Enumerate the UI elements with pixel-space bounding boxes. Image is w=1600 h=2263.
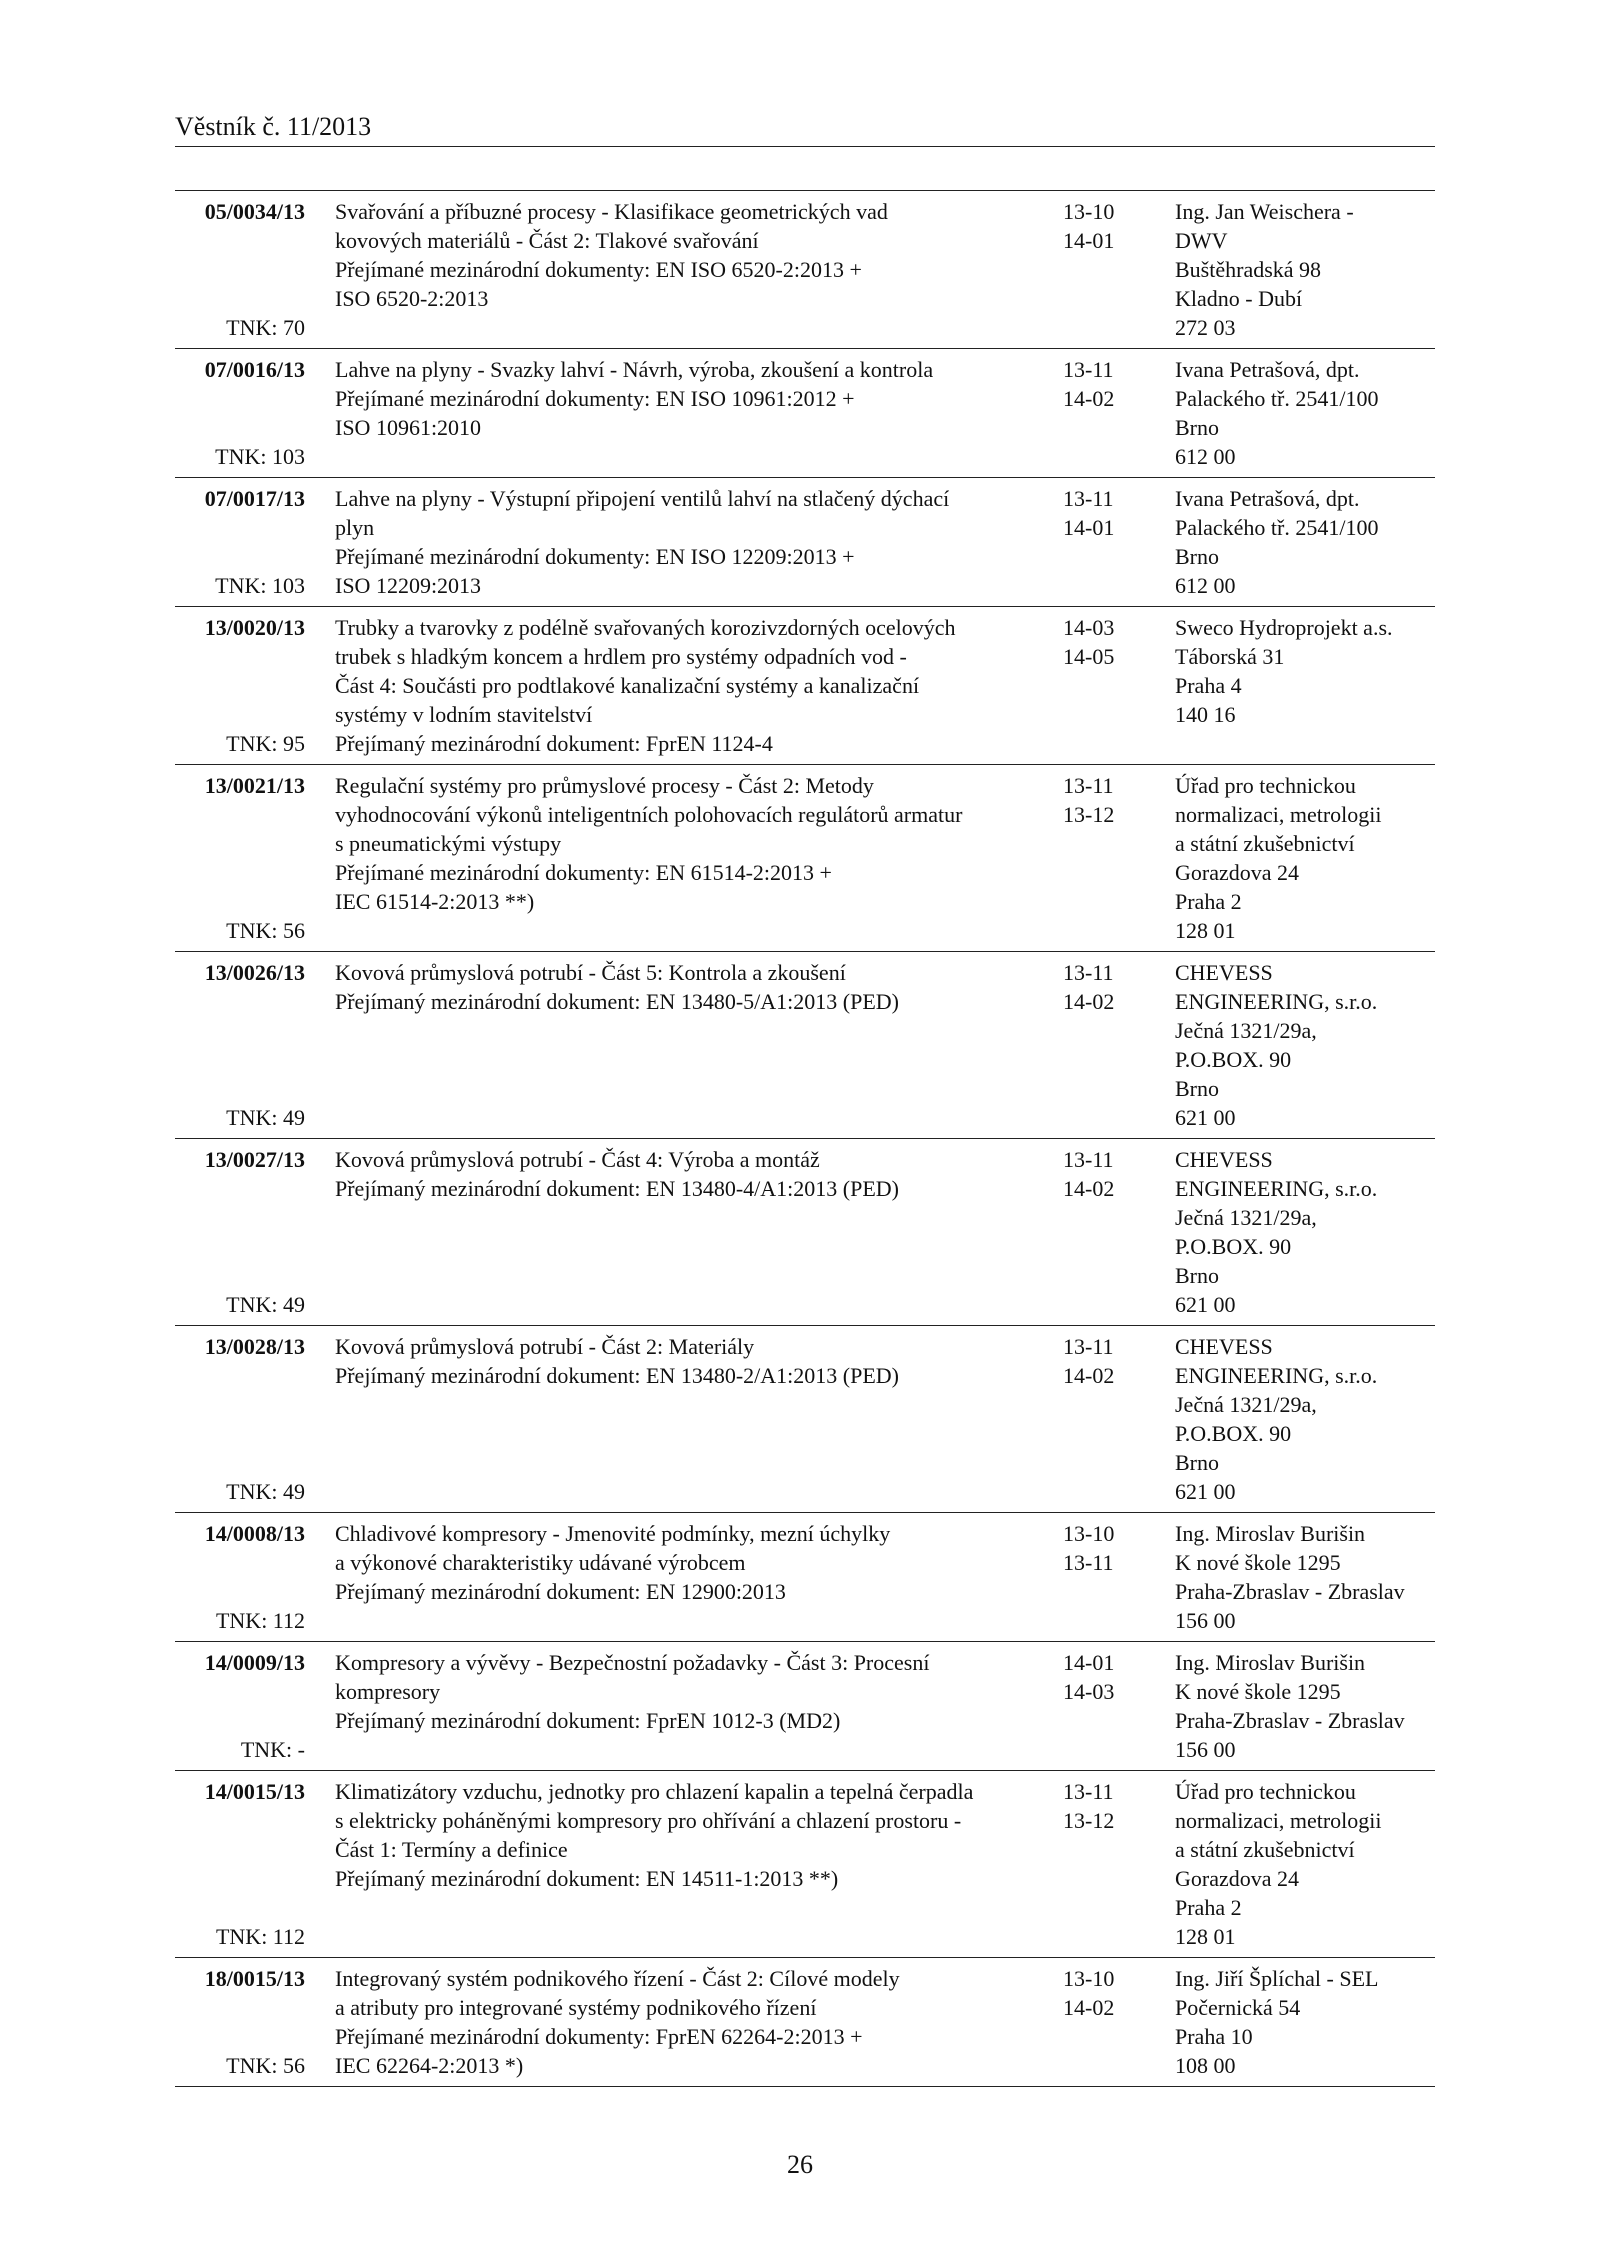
code-value: 14-01 <box>1063 515 1115 540</box>
address-line: Buštěhradská 98 <box>1175 257 1322 282</box>
table-row <box>175 1513 1435 1642</box>
address-line: P.O.BOX. 90 <box>1175 1421 1292 1446</box>
code-value: 14-03 <box>1063 1679 1115 1704</box>
title-line: IEC 62264-2:2013 *) <box>335 2053 524 2078</box>
codes-cell <box>1063 1777 1143 1835</box>
address-line: CHEVESS <box>1175 960 1273 985</box>
title-line: Chladivové kompresory - Jmenovité podmínky, mezní úchylky <box>335 1521 891 1546</box>
title-line: ISO 12209:2013 <box>335 573 482 598</box>
codes-cell <box>1063 1145 1143 1203</box>
code-value: 14-02 <box>1063 1995 1115 2020</box>
codes-cell <box>1063 958 1143 1016</box>
codes-cell <box>1063 355 1143 413</box>
address-line: Praha 10 <box>1175 2024 1253 2049</box>
title-line: Přejímaný mezinárodní dokument: FprEN 1012-3 (MD2) <box>335 1708 841 1733</box>
address-line: ENGINEERING, s.r.o. <box>1175 1176 1378 1201</box>
title-line: a výkonové charakteristiky udávané výrobcem <box>335 1550 746 1575</box>
row-id-cell <box>175 1648 305 1764</box>
title-cell <box>335 478 1055 606</box>
codes-cell <box>1063 1964 1143 2022</box>
address-cell <box>1175 197 1435 342</box>
page-number: 26 <box>787 2150 813 2179</box>
address-line: Brno <box>1175 1263 1219 1288</box>
title-line: IEC 61514-2:2013 **) <box>335 889 535 914</box>
address-line: K nové škole 1295 <box>1175 1679 1341 1704</box>
address-line: Ječná 1321/29a, <box>1175 1205 1317 1230</box>
row-id-cell <box>175 197 305 342</box>
row-id-cell <box>175 613 305 758</box>
table-row <box>175 607 1435 765</box>
address-line: Ing. Miroslav Burišin <box>1175 1650 1366 1675</box>
address-line: Ing. Miroslav Burišin <box>1175 1521 1366 1546</box>
address-cell <box>1175 1777 1435 1951</box>
standard-number: 05/0034/13 <box>204 199 305 224</box>
address-line: DWV <box>1175 228 1228 253</box>
tnk-number: TNK: 70 <box>226 315 305 340</box>
tnk-number: TNK: 49 <box>226 1292 305 1317</box>
address-line: 612 00 <box>1175 573 1236 598</box>
code-value: 13-10 <box>1063 1966 1115 1991</box>
address-cell <box>1175 355 1435 471</box>
table-row <box>175 1958 1435 2087</box>
standard-number: 07/0017/13 <box>204 486 305 511</box>
row-id-cell <box>175 1964 305 2080</box>
tnk-number: TNK: 95 <box>226 731 305 756</box>
tnk-number: TNK: 56 <box>226 2053 305 2078</box>
code-value: 13-11 <box>1063 486 1114 511</box>
code-value: 14-05 <box>1063 644 1115 669</box>
address-line: Táborská 31 <box>1175 644 1285 669</box>
code-value: 14-02 <box>1063 989 1115 1014</box>
title-line: ISO 6520-2:2013 <box>335 286 489 311</box>
tnk-number: TNK: 49 <box>226 1479 305 1504</box>
address-line: Brno <box>1175 1076 1219 1101</box>
standard-number: 13/0020/13 <box>204 615 305 640</box>
address-line: 621 00 <box>1175 1479 1236 1504</box>
title-line: Přejímaný mezinárodní dokument: EN 12900:2013 <box>335 1579 786 1604</box>
address-line: Počernická 54 <box>1175 1995 1301 2020</box>
address-line: a státní zkušebnictví <box>1175 1837 1355 1862</box>
address-cell <box>1175 484 1435 600</box>
title-line: s elektricky poháněnými kompresory pro ohřívání a chlazení prostoru - <box>335 1808 962 1833</box>
title-line: a atributy pro integrované systémy podnikového řízení <box>335 1995 817 2020</box>
title-line: Kovová průmyslová potrubí - Část 2: Materiály <box>335 1334 755 1359</box>
row-id-cell <box>175 1519 305 1635</box>
title-line: Přejímaný mezinárodní dokument: EN 13480-2/A1:2013 (PED) <box>335 1363 899 1388</box>
table-row <box>175 1642 1435 1771</box>
row-id-cell <box>175 1332 305 1506</box>
row-id-cell <box>175 1145 305 1319</box>
title-line: Část 1: Termíny a definice <box>335 1837 568 1862</box>
row-id-cell <box>175 1777 305 1951</box>
title-cell <box>335 1513 1055 1612</box>
standard-number: 14/0008/13 <box>204 1521 305 1546</box>
code-value: 13-11 <box>1063 1779 1114 1804</box>
address-line: 108 00 <box>1175 2053 1236 2078</box>
address-line: P.O.BOX. 90 <box>1175 1234 1292 1259</box>
standard-number: 07/0016/13 <box>204 357 305 382</box>
address-line: Ing. Jan Weischera - <box>1175 199 1354 224</box>
address-line: Praha 2 <box>1175 889 1242 914</box>
standard-number: 13/0027/13 <box>204 1147 305 1172</box>
address-line: Praha 4 <box>1175 673 1242 698</box>
address-line: Gorazdova 24 <box>1175 860 1300 885</box>
address-cell <box>1175 1519 1435 1635</box>
code-value: 14-02 <box>1063 1363 1115 1388</box>
row-id-cell <box>175 355 305 471</box>
title-cell <box>335 1771 1055 1899</box>
standards-table <box>175 190 1435 2087</box>
address-line: 272 03 <box>1175 315 1236 340</box>
address-line: ENGINEERING, s.r.o. <box>1175 1363 1378 1388</box>
title-line: systémy v lodním stavitelství <box>335 702 593 727</box>
title-line: Přejímaný mezinárodní dokument: FprEN 1124-4 <box>335 731 773 756</box>
tnk-number: TNK: 56 <box>226 918 305 943</box>
code-value: 13-11 <box>1063 1334 1114 1359</box>
standard-number: 13/0021/13 <box>204 773 305 798</box>
title-line: s pneumatickými výstupy <box>335 831 562 856</box>
address-line: Gorazdova 24 <box>1175 1866 1300 1891</box>
address-line: Ivana Petrašová, dpt. <box>1175 357 1360 382</box>
address-line: Brno <box>1175 415 1219 440</box>
code-value: 13-12 <box>1063 1808 1115 1833</box>
code-value: 14-02 <box>1063 1176 1115 1201</box>
standard-number: 18/0015/13 <box>204 1966 305 1991</box>
code-value: 13-11 <box>1063 1147 1114 1172</box>
table-row <box>175 191 1435 349</box>
title-line: Přejímaný mezinárodní dokument: EN 14511-1:2013 **) <box>335 1866 839 1891</box>
address-line: Palackého tř. 2541/100 <box>1175 515 1379 540</box>
title-line: kovových materiálů - Část 2: Tlakové svařování <box>335 228 759 253</box>
address-cell <box>1175 1648 1435 1764</box>
address-line: 128 01 <box>1175 1924 1236 1949</box>
address-line: Kladno - Dubí <box>1175 286 1303 311</box>
title-line: Kompresory a vývěvy - Bezpečnostní požadavky - Část 3: Procesní <box>335 1650 930 1675</box>
row-id-cell <box>175 484 305 600</box>
title-line: Klimatizátory vzduchu, jednotky pro chlazení kapalin a tepelná čerpadla <box>335 1779 974 1804</box>
address-cell <box>1175 1332 1435 1506</box>
address-line: 612 00 <box>1175 444 1236 469</box>
standard-number: 13/0028/13 <box>204 1334 305 1359</box>
title-line: Přejímaný mezinárodní dokument: EN 13480-4/A1:2013 (PED) <box>335 1176 899 1201</box>
title-cell <box>335 1958 1055 2086</box>
code-value: 13-11 <box>1063 960 1114 985</box>
title-line: Přejímané mezinárodní dokumenty: FprEN 62264-2:2013 + <box>335 2024 863 2049</box>
table-row <box>175 1326 1435 1513</box>
codes-cell <box>1063 613 1143 671</box>
code-value: 14-01 <box>1063 1650 1115 1675</box>
title-line: Přejímaný mezinárodní dokument: EN 13480-5/A1:2013 (PED) <box>335 989 899 1014</box>
row-id-cell <box>175 771 305 945</box>
table-row <box>175 952 1435 1139</box>
address-line: 156 00 <box>1175 1608 1236 1633</box>
title-line: Přejímané mezinárodní dokumenty: EN ISO 12209:2013 + <box>335 544 855 569</box>
title-cell <box>335 607 1055 764</box>
address-line: 156 00 <box>1175 1737 1236 1762</box>
address-line: a státní zkušebnictví <box>1175 831 1355 856</box>
address-line: normalizaci, metrologii <box>1175 1808 1382 1833</box>
title-line: vyhodnocování výkonů inteligentních polohovacích regulátorů armatur <box>335 802 963 827</box>
code-value: 14-01 <box>1063 228 1115 253</box>
table-row <box>175 478 1435 607</box>
code-value: 14-02 <box>1063 386 1115 411</box>
code-value: 13-11 <box>1063 773 1114 798</box>
codes-cell <box>1063 1332 1143 1390</box>
address-cell <box>1175 771 1435 945</box>
standard-number: 14/0009/13 <box>204 1650 305 1675</box>
title-line: Kovová průmyslová potrubí - Část 5: Kontrola a zkoušení <box>335 960 846 985</box>
address-line: Praha-Zbraslav - Zbraslav <box>1175 1708 1405 1733</box>
address-line: Ivana Petrašová, dpt. <box>1175 486 1360 511</box>
table-row <box>175 1139 1435 1326</box>
title-line: Přejímané mezinárodní dokumenty: EN ISO 6520-2:2013 + <box>335 257 862 282</box>
address-cell <box>1175 613 1435 729</box>
address-line: Ječná 1321/29a, <box>1175 1392 1317 1417</box>
table-row <box>175 765 1435 952</box>
address-line: Ječná 1321/29a, <box>1175 1018 1317 1043</box>
address-line: P.O.BOX. 90 <box>1175 1047 1292 1072</box>
code-value: 13-10 <box>1063 1521 1115 1546</box>
title-cell <box>335 1139 1055 1209</box>
address-cell <box>1175 1145 1435 1319</box>
tnk-number: TNK: - <box>240 1737 305 1762</box>
standard-number: 14/0015/13 <box>204 1779 305 1804</box>
title-line: Lahve na plyny - Výstupní připojení ventilů lahví na stlačený dýchací <box>335 486 950 511</box>
code-value: 13-11 <box>1063 357 1114 382</box>
codes-cell <box>1063 484 1143 542</box>
title-cell <box>335 1326 1055 1396</box>
title-line: plyn <box>335 515 375 540</box>
address-line: Palackého tř. 2541/100 <box>1175 386 1379 411</box>
address-line: Praha 2 <box>1175 1895 1242 1920</box>
title-line: ISO 10961:2010 <box>335 415 482 440</box>
title-line: Část 4: Součásti pro podtlakové kanalizační systémy a kanalizační <box>335 673 920 698</box>
codes-cell <box>1063 1519 1143 1577</box>
address-line: 621 00 <box>1175 1292 1236 1317</box>
codes-cell <box>1063 771 1143 829</box>
tnk-number: TNK: 112 <box>215 1924 305 1949</box>
address-line: 128 01 <box>1175 918 1236 943</box>
address-line: ENGINEERING, s.r.o. <box>1175 989 1378 1014</box>
address-line: CHEVESS <box>1175 1334 1273 1359</box>
title-line: Lahve na plyny - Svazky lahví - Návrh, výroba, zkoušení a kontrola <box>335 357 934 382</box>
address-line: K nové škole 1295 <box>1175 1550 1341 1575</box>
address-line: Praha-Zbraslav - Zbraslav <box>1175 1579 1405 1604</box>
table-row <box>175 349 1435 478</box>
title-line: Trubky a tvarovky z podélně svařovaných korozivzdorných ocelových <box>335 615 956 640</box>
title-line: Přejímané mezinárodní dokumenty: EN ISO 10961:2012 + <box>335 386 855 411</box>
address-line: Sweco Hydroprojekt a.s. <box>1175 615 1393 640</box>
title-line: Regulační systémy pro průmyslové procesy - Část 2: Metody <box>335 773 874 798</box>
address-line: 140 16 <box>1175 702 1236 727</box>
address-line: Úřad pro technickou <box>1175 1779 1356 1804</box>
standard-number: 13/0026/13 <box>204 960 305 985</box>
address-line: Ing. Jiří Šplíchal - SEL <box>1175 1966 1379 1991</box>
title-cell <box>335 191 1055 319</box>
title-line: Přejímané mezinárodní dokumenty: EN 61514-2:2013 + <box>335 860 832 885</box>
address-cell <box>1175 1964 1435 2080</box>
address-line: 621 00 <box>1175 1105 1236 1130</box>
table-row <box>175 1771 1435 1958</box>
title-line: Integrovaný systém podnikového řízení - Část 2: Cílové modely <box>335 1966 900 1991</box>
row-id-cell <box>175 958 305 1132</box>
tnk-number: TNK: 103 <box>215 444 305 469</box>
tnk-number: TNK: 49 <box>226 1105 305 1130</box>
title-line: trubek s hladkým koncem a hrdlem pro systémy odpadních vod - <box>335 644 907 669</box>
address-line: Brno <box>1175 1450 1219 1475</box>
tnk-number: TNK: 112 <box>215 1608 305 1633</box>
tnk-number: TNK: 103 <box>215 573 305 598</box>
title-cell <box>335 765 1055 922</box>
page-header <box>175 110 1435 147</box>
address-line: Brno <box>1175 544 1219 569</box>
address-line: Úřad pro technickou <box>1175 773 1356 798</box>
address-line: CHEVESS <box>1175 1147 1273 1172</box>
title-line: Svařování a příbuzné procesy - Klasifikace geometrických vad <box>335 199 888 224</box>
address-cell <box>1175 958 1435 1132</box>
codes-cell <box>1063 1648 1143 1706</box>
code-value: 13-12 <box>1063 802 1115 827</box>
title-cell <box>335 349 1055 448</box>
code-value: 13-11 <box>1063 1550 1114 1575</box>
title-line: kompresory <box>335 1679 441 1704</box>
title-cell <box>335 1642 1055 1741</box>
code-value: 13-10 <box>1063 199 1115 224</box>
title-cell <box>335 952 1055 1022</box>
code-value: 14-03 <box>1063 615 1115 640</box>
title-line: Kovová průmyslová potrubí - Část 4: Výroba a montáž <box>335 1147 820 1172</box>
codes-cell <box>1063 197 1143 255</box>
address-line: normalizaci, metrologii <box>1175 802 1382 827</box>
journal-title: Věstník č. 11/2013 <box>175 112 372 141</box>
